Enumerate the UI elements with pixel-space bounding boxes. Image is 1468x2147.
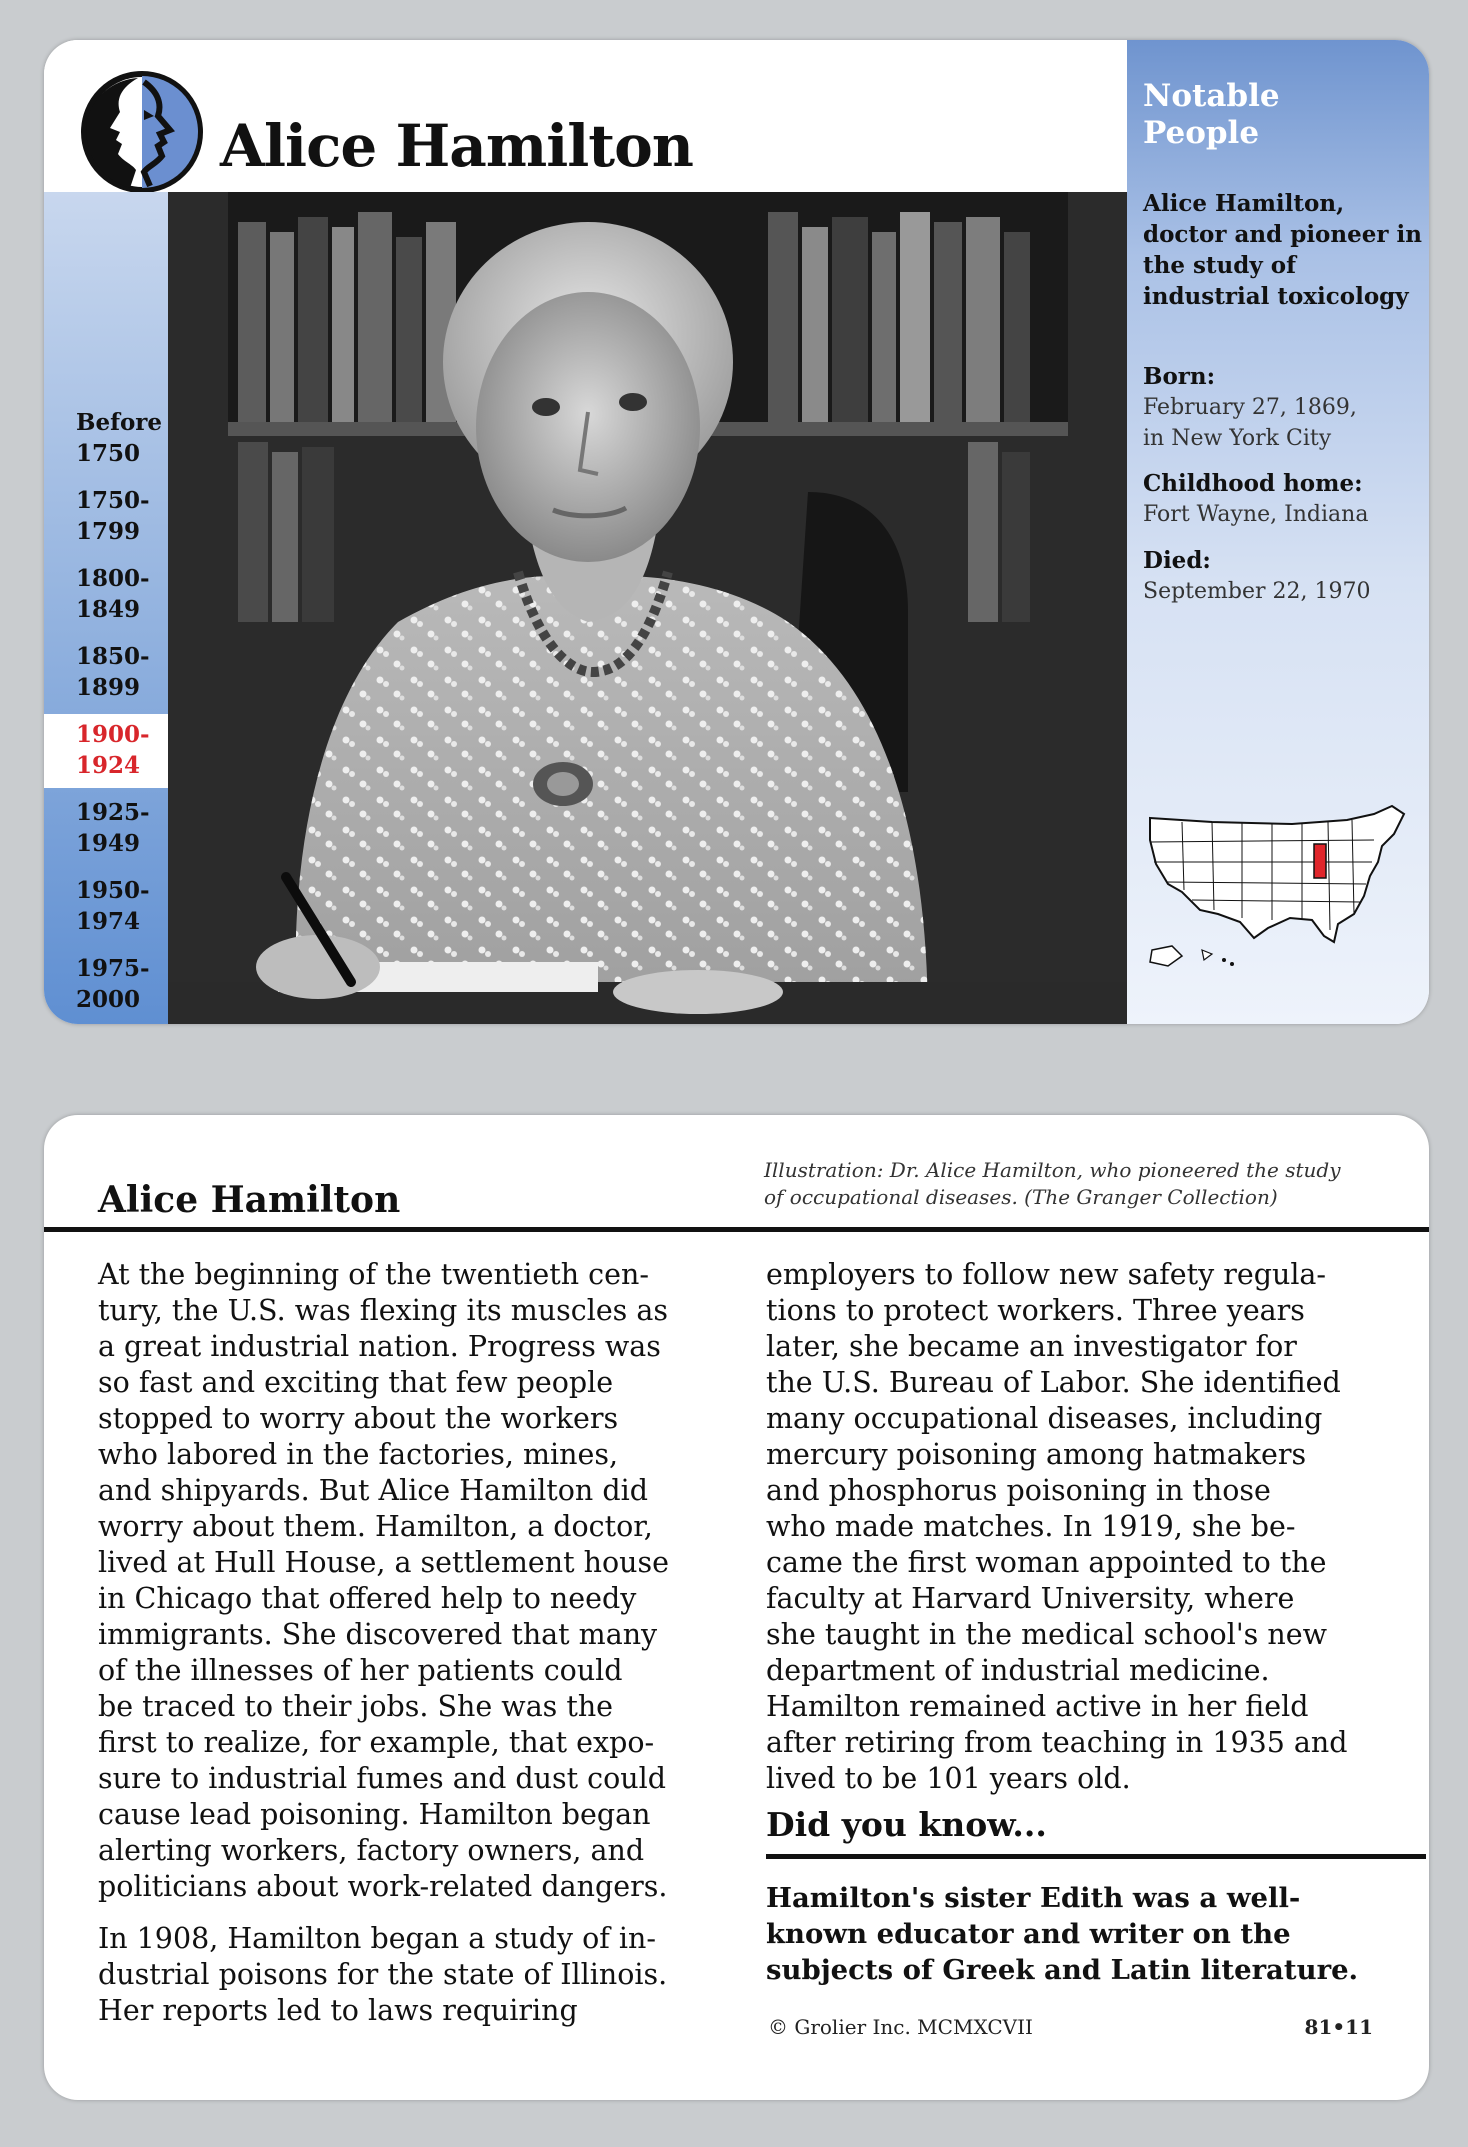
subject-description: Alice Hamilton, doctor and pioneer in the study of industrial toxicology [1143, 190, 1422, 310]
body-line: be traced to their jobs. She was the [98, 1690, 614, 1723]
body-line: later, she became an investigator for [766, 1330, 1297, 1363]
body-line: immigrants. She discovered that many [98, 1618, 658, 1651]
body-line: faculty at Harvard University, where [766, 1582, 1295, 1615]
timeline-label: 1900- [76, 721, 150, 748]
timeline-item-before-1750 [44, 402, 168, 476]
front-header [44, 40, 1127, 192]
timeline-label: 1974 [76, 908, 141, 935]
body-line: lived at Hull House, a settlement house [98, 1546, 670, 1579]
header-rule [44, 1227, 1429, 1232]
category-line: People [1143, 115, 1260, 151]
back-title: Alice Hamilton [98, 1179, 401, 1221]
body-column-right [766, 1257, 1386, 1813]
body-line: In 1908, Hamilton began a study of in- [98, 1922, 656, 1955]
caption-line: of occupational diseases. (The Granger Collection) [764, 1185, 1278, 1209]
timeline-label: 2000 [76, 986, 141, 1013]
body-line: department of industrial medicine. [766, 1654, 1270, 1687]
timeline-label: 1849 [76, 596, 141, 623]
timeline-label: Before [76, 409, 163, 436]
timeline-label: 1899 [76, 674, 141, 701]
body-line: Hamilton remained active in her field [766, 1690, 1309, 1723]
body-paragraph [98, 1921, 708, 2029]
body-line: and shipyards. But Alice Hamilton did [98, 1474, 648, 1507]
dyk-line: known educator and writer on the [766, 1918, 1291, 1950]
front-card [44, 40, 1429, 1024]
body-line: sure to industrial fumes and dust could [98, 1762, 666, 1795]
body-line: first to realize, for example, that expo- [98, 1726, 655, 1759]
body-line: dustrial poisons for the state of Illinois. [98, 1958, 668, 1991]
card-number: 81•11 [1304, 2015, 1373, 2039]
died-label: Died: [1143, 547, 1211, 574]
front-title: Alice Hamilton [220, 112, 693, 180]
born-value [1143, 392, 1423, 454]
body-paragraph [766, 1257, 1386, 1797]
body-line: the U.S. Bureau of Labor. She identified [766, 1366, 1341, 1399]
body-line: lived to be 101 years old. [766, 1762, 1131, 1795]
timeline-label: 1975- [76, 955, 150, 982]
body-line: worry about them. Hamilton, a doctor, [98, 1510, 653, 1543]
timeline-label: 1924 [76, 752, 141, 779]
body-line: tions to protect workers. Three years [766, 1294, 1305, 1327]
body-line: and phosphorus poisoning in those [766, 1474, 1271, 1507]
us-map-icon [1142, 800, 1412, 980]
timeline-item-1900-1924 [44, 714, 168, 788]
timeline-label: 1950- [76, 877, 150, 904]
body-paragraph [98, 1257, 708, 1905]
timeline-item-1750-1799 [44, 480, 168, 554]
body-line: so fast and exciting that few people [98, 1366, 614, 1399]
timeline-label: 1800- [76, 565, 150, 592]
timeline-item-1925-1949 [44, 792, 168, 866]
body-line: stopped to worry about the workers [98, 1402, 619, 1435]
body-column-left [98, 1257, 708, 2045]
timeline-label: 1949 [76, 830, 141, 857]
timeline-label: 1750 [76, 440, 141, 467]
body-line: politicians about work-related dangers. [98, 1870, 668, 1903]
body-line: came the first woman appointed to the [766, 1546, 1327, 1579]
body-line: At the beginning of the twentieth cen- [98, 1258, 649, 1291]
portrait-photo [168, 192, 1127, 1024]
body-line: a great industrial nation. Progress was [98, 1330, 661, 1363]
did-you-know-text [766, 1880, 1376, 1988]
timeline-item-1850-1899 [44, 636, 168, 710]
timeline-label: 1799 [76, 518, 141, 545]
category-label [1143, 78, 1280, 152]
body-line: in Chicago that offered help to needy [98, 1582, 637, 1615]
dyk-line: subjects of Greek and Latin literature. [766, 1954, 1359, 1986]
body-line: she taught in the medical school's new [766, 1618, 1327, 1651]
body-line: many occupational diseases, including [766, 1402, 1323, 1435]
body-line: who made matches. In 1919, she be- [766, 1510, 1296, 1543]
caption-line: Illustration: Dr. Alice Hamilton, who pioneered the study [764, 1158, 1341, 1182]
category-line: Notable [1143, 78, 1280, 114]
died-value: September 22, 1970 [1143, 579, 1371, 604]
timeline-label: 1750- [76, 487, 150, 514]
body-line: alerting workers, factory owners, and [98, 1834, 645, 1867]
timeline-nav [44, 192, 168, 1024]
timeline-label: 1925- [76, 799, 150, 826]
body-line: cause lead poisoning. Hamilton began [98, 1798, 651, 1831]
body-line: who labored in the factories, mines, [98, 1438, 619, 1471]
did-you-know-rule [766, 1854, 1426, 1859]
born-label: Born: [1143, 363, 1216, 390]
body-line: tury, the U.S. was flexing its muscles as [98, 1294, 668, 1327]
timeline-label: 1850- [76, 643, 150, 670]
dyk-line: Hamilton's sister Edith was a well- [766, 1882, 1301, 1914]
state-highlight [1314, 844, 1326, 878]
body-line: after retiring from teaching in 1935 and [766, 1726, 1348, 1759]
born-line: February 27, 1869, [1143, 395, 1357, 420]
did-you-know-title: Did you know... [766, 1805, 1047, 1844]
illustration-caption [764, 1157, 1384, 1211]
childhood-value: Fort Wayne, Indiana [1143, 502, 1369, 527]
body-line: of the illnesses of her patients could [98, 1654, 623, 1687]
born-line: in New York City [1143, 426, 1332, 451]
childhood-label: Childhood home: [1143, 470, 1363, 497]
body-line: Her reports led to laws requiring [98, 1994, 578, 2027]
timeline-item-1800-1849 [44, 558, 168, 632]
timeline-item-1975-2000 [44, 948, 168, 1022]
copyright-notice: © Grolier Inc. MCMXCVII [768, 2015, 1033, 2039]
timeline-item-1950-1974 [44, 870, 168, 944]
body-line: employers to follow new safety regula- [766, 1258, 1327, 1291]
body-line: mercury poisoning among hatmakers [766, 1438, 1307, 1471]
profile-silhouette-icon [80, 70, 204, 194]
back-card [44, 1115, 1429, 2100]
